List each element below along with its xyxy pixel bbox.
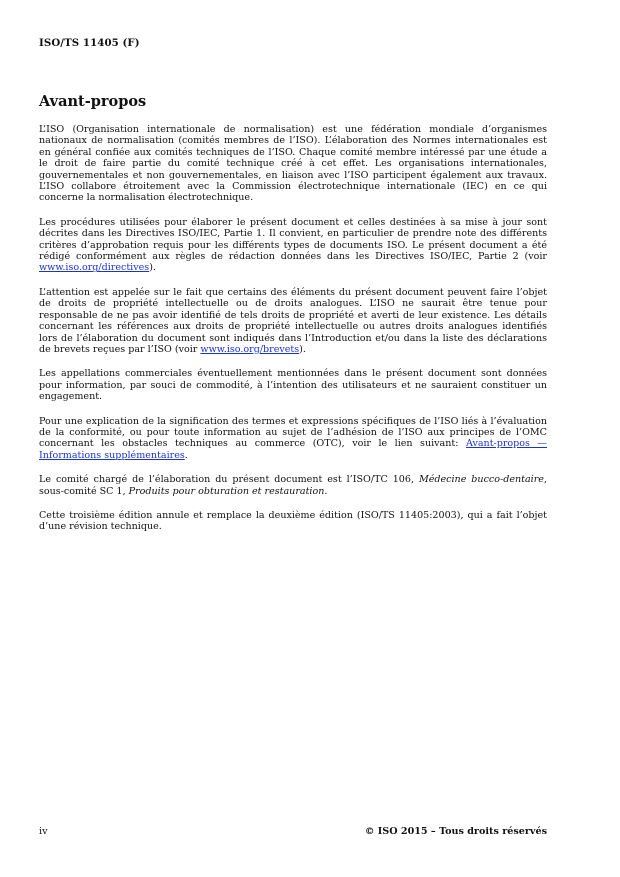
paragraph-conformity <box>39 416 547 462</box>
paragraph-text: Le comité chargé de l’élaboration du présent document est l’ISO/TC 106, <box>39 474 419 486</box>
directives-link[interactable]: www.iso.org/directives <box>39 262 150 274</box>
paragraph-text: L’attention est appelée sur le fait que certains des éléments du présent document peuvent faire l’objet de droits de propriété intellectuelle ou de droits analogues. L’ISO ne saurait être tenue pour responsable de ne pas avoir identifié de tels droits de propriété et averti de leur existence. Les détails concernant les références aux droits de propriété intellectuelle ou autres droits analogues identifiés lors de l’élaboration du document sont indiqués dans l’Introduction et/ou dans la liste des déclarations de brevets reçues par l’ISO (voir <box>39 286 547 355</box>
paragraph-text: ). <box>299 343 306 355</box>
paragraph-text: ). <box>149 262 156 274</box>
paragraph-procedures <box>39 217 547 274</box>
copyright-notice: © ISO 2015 – Tous droits réservés <box>364 826 547 837</box>
paragraph-text: Les procédures utilisées pour élaborer le présent document et celles destinées à sa mise à jour sont décrites dans les Directives ISO/IEC, Partie 1. Il convient, en particulier de prendre note des différents critères d’approbation requis pour les différents types de documents ISO. Le présent document a été rédigé conformément aux règles de rédaction données dans les Directives ISO/IEC, Partie 2 (voir <box>39 216 547 263</box>
paragraph-committee <box>39 474 547 497</box>
foreword-body <box>39 124 547 546</box>
committee-title: Médecine bucco-dentaire <box>418 474 544 486</box>
paragraph-patent-rights <box>39 287 547 355</box>
paragraph-iso-organisation: L’ISO (Organisation internationale de normalisation) est une fédération mondiale d’organismes nationaux de normalisation (comités membres de l’ISO). L’élaboration des Normes internationales est en général confiée aux comités techniques de l’ISO. Chaque comité membre intéressé par une étude a le droit de faire partie du comité technique créé à cet effet. Les organisations internationales, gouvernementales et non gouvernementales, en liaison avec l’ISO participent également aux travaux. L’ISO collabore étroitement avec la Commission électrotechnique internationale (IEC) en ce qui concerne la normalisation électrotechnique. <box>39 124 547 204</box>
page-number: iv <box>39 826 48 837</box>
document-reference: ISO/TS 11405 (F) <box>39 37 140 49</box>
subcommittee-title: Produits pour obturation et restauration <box>128 485 325 497</box>
paragraph-text: , sous-comité SC 1, <box>39 474 547 497</box>
paragraph-text: Pour une explication de la signification des termes et expressions spécifiques de l’ISO liés à l’évaluation de la conformité, ou pour toute information au sujet de l’adhésion de l’ISO aux principes de l’OMC concernant les obstacles techniques au commerce (OTC), voir le lien suivant: <box>39 415 547 450</box>
paragraph-edition: Cette troisième édition annule et remplace la deuxième édition (ISO/TS 11405:2003), qui a fait l’objet d’une révision technique. <box>39 509 547 533</box>
section-title: Avant-propos <box>39 93 147 110</box>
paragraph-text: . <box>184 449 188 461</box>
patents-link[interactable]: www.iso.org/brevets <box>200 343 300 355</box>
supplementary-info-link[interactable]: Avant-propos — Informations supplémentaires <box>39 438 547 461</box>
paragraph-trade-names: Les appellations commerciales éventuellement mentionnées dans le présent document sont données pour information, par souci de commodité, à l’intention des utilisateurs et ne sauraient constituer un engagement. <box>39 368 547 403</box>
paragraph-text: . <box>324 485 328 497</box>
